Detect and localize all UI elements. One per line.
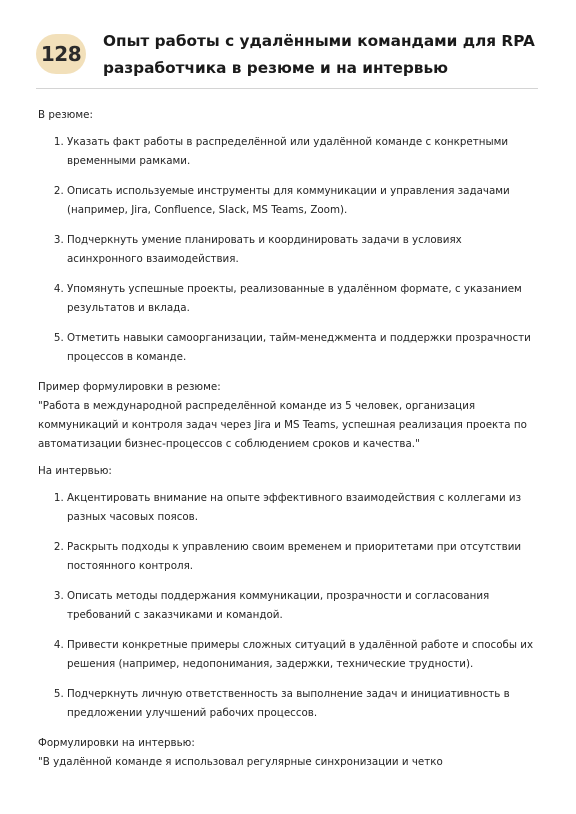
resume-example	[38, 378, 538, 454]
resume-heading: В резюме:	[38, 109, 93, 121]
resume-list	[38, 133, 538, 367]
list-item: 3. Описать методы поддержания коммуникации, прозрачности и согласования требований с заказчиками и командой.	[67, 587, 538, 625]
list-item: 5. Подчеркнуть личную ответственность за выполнение задач и инициативность в предложении улучшений рабочих процессов.	[67, 685, 538, 723]
interview-phrases-heading: Формулировки на интервью:	[38, 737, 195, 749]
interview-phrases-text: "В удалённой команде я использовал регулярные синхронизации и четко	[38, 756, 443, 768]
interview-phrases	[38, 734, 538, 772]
list-item: 2. Раскрыть подходы к управлению своим временем и приоритетами при отсутствии постоянного контроля.	[67, 538, 538, 576]
interview-list	[38, 489, 538, 723]
list-item: 1. Акцентировать внимание на опыте эффективного взаимодействия с коллегами из разных часовых поясов.	[67, 489, 538, 527]
article-body	[38, 106, 538, 780]
resume-example-heading: Пример формулировки в резюме:	[38, 381, 221, 393]
page-title: Опыт работы с удалёнными командами для RPA разработчика в резюме и на интервью	[103, 32, 535, 77]
list-item: 4. Упомянуть успешные проекты, реализованные в удалённом формате, с указанием результатов и вклада.	[67, 280, 538, 318]
list-item: 3. Подчеркнуть умение планировать и координировать задачи в условиях асинхронного взаимодействия.	[67, 231, 538, 269]
list-item: 2. Описать используемые инструменты для коммуникации и управления задачами (например, Jira, Confluence, Slack, MS Teams, Zoom).	[67, 182, 538, 220]
list-item: 5. Отметить навыки самоорганизации, тайм-менеджмента и поддержки прозрачности процессов в команде.	[67, 329, 538, 367]
question-number-badge: 128	[36, 34, 86, 74]
interview-heading: На интервью:	[38, 465, 112, 477]
page-header	[36, 28, 538, 89]
resume-example-text: "Работа в международной распределённой команде из 5 человек, организация коммуникаций и контроля задач через Jira и MS Teams, успешная реализация проекта по автоматизации бизнес-процессов с соблюдением сроков и качества."	[38, 400, 527, 450]
list-item: 4. Привести конкретные примеры сложных ситуаций в удалённой работе и способы их решения (например, недопонимания, задержки, технические трудности).	[67, 636, 538, 674]
list-item: 1. Указать факт работы в распределённой или удалённой команде с конкретными временными рамками.	[67, 133, 538, 171]
